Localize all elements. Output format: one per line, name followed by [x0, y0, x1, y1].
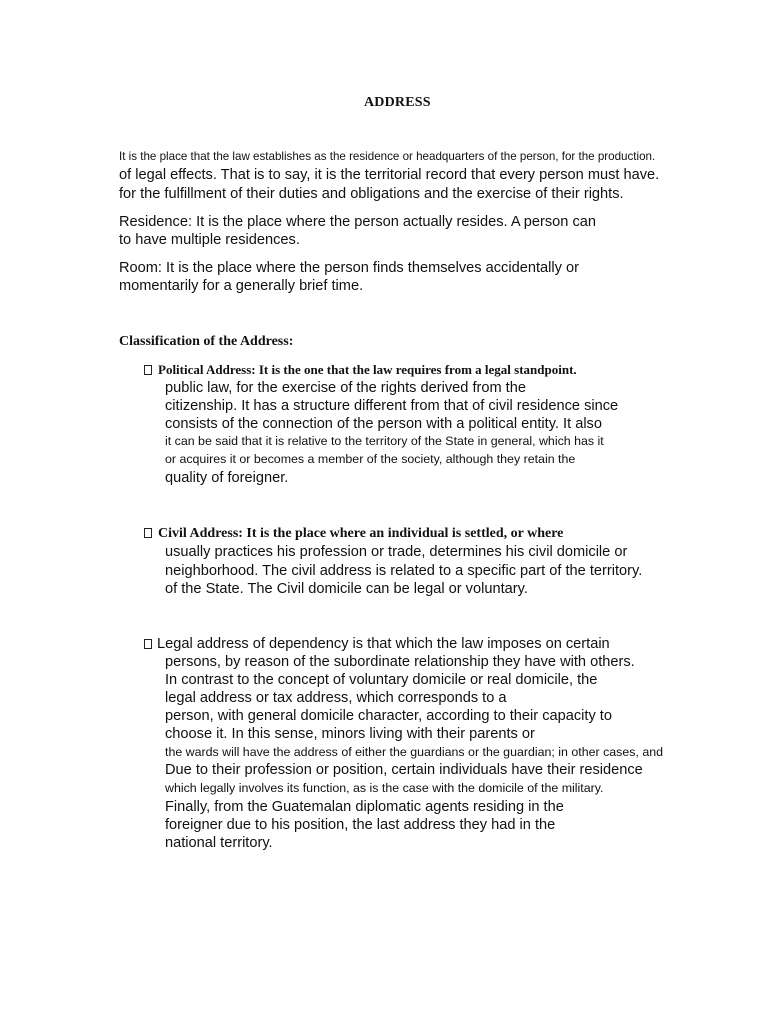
political-line-5: it can be said that it is relative to the territory of the State in general, which has it — [165, 434, 604, 448]
legal-line-10: Finally, from the Guatemalan diplomatic agents residing in the — [165, 799, 564, 815]
legal-line-3: In contrast to the concept of voluntary domicile or real domicile, the — [165, 672, 598, 688]
legal-line-11: foreigner due to his position, the last address they had in the — [165, 817, 556, 833]
legal-line-9: which legally involves its function, as is the case with the domicile of the military. — [165, 781, 604, 795]
room-line-2: momentarily for a generally brief time. — [119, 278, 364, 294]
political-item-heading — [144, 363, 577, 376]
classification-heading: Classification of the Address: — [119, 334, 294, 349]
legal-line-4: legal address or tax address, which corresponds to a — [165, 690, 507, 706]
civil-line-1: Civil Address: It is the place where an individual is settled, or where — [158, 526, 564, 541]
bullet-icon — [144, 365, 152, 375]
civil-line-2: usually practices his profession or trade, determines his civil domicile or — [165, 544, 628, 560]
document-title: ADDRESS — [364, 95, 431, 110]
legal-line-2: persons, by reason of the subordinate relationship they have with others. — [165, 654, 635, 670]
legal-line-8: Due to their profession or position, certain individuals have their residence — [165, 762, 643, 778]
legal-line-6: choose it. In this sense, minors living with their parents or — [165, 726, 535, 742]
political-line-6: or acquires it or becomes a member of the society, although they retain the — [165, 452, 576, 466]
legal-line-5: person, with general domicile character, according to their capacity to — [165, 708, 612, 724]
legal-line-12: national territory. — [165, 835, 273, 851]
intro-line-2: of legal effects. That is to say, it is the territorial record that every person must have. — [119, 167, 660, 183]
legal-item-heading — [144, 637, 610, 652]
intro-line-3: for the fulfillment of their duties and obligations and the exercise of their rights. — [119, 186, 624, 202]
civil-line-3: neighborhood. The civil address is related to a specific part of the territory. — [165, 563, 643, 579]
intro-line-1: It is the place that the law establishes as the residence or headquarters of the person, for the production. — [119, 150, 656, 163]
bullet-icon — [144, 639, 152, 649]
civil-item-heading — [144, 527, 563, 541]
residence-line-1: Residence: It is the place where the person actually resides. A person can — [119, 214, 597, 230]
room-line-1: Room: It is the place where the person finds themselves accidentally or — [119, 260, 579, 276]
bullet-icon — [144, 528, 152, 538]
political-line-3: citizenship. It has a structure different from that of civil residence since — [165, 398, 619, 414]
political-line-1: Political Address: It is the one that the law requires from a legal standpoint. — [158, 362, 577, 377]
political-line-7: quality of foreigner. — [165, 470, 289, 486]
legal-line-7: the wards will have the address of either the guardians or the guardian; in other cases, and — [165, 745, 663, 759]
political-line-4: consists of the connection of the person with a political entity. It also — [165, 416, 602, 432]
residence-line-2: to have multiple residences. — [119, 232, 300, 248]
legal-line-1: Legal address of dependency is that which the law imposes on certain — [157, 636, 610, 652]
civil-line-4: of the State. The Civil domicile can be legal or voluntary. — [165, 581, 528, 597]
political-line-2: public law, for the exercise of the rights derived from the — [165, 380, 526, 396]
